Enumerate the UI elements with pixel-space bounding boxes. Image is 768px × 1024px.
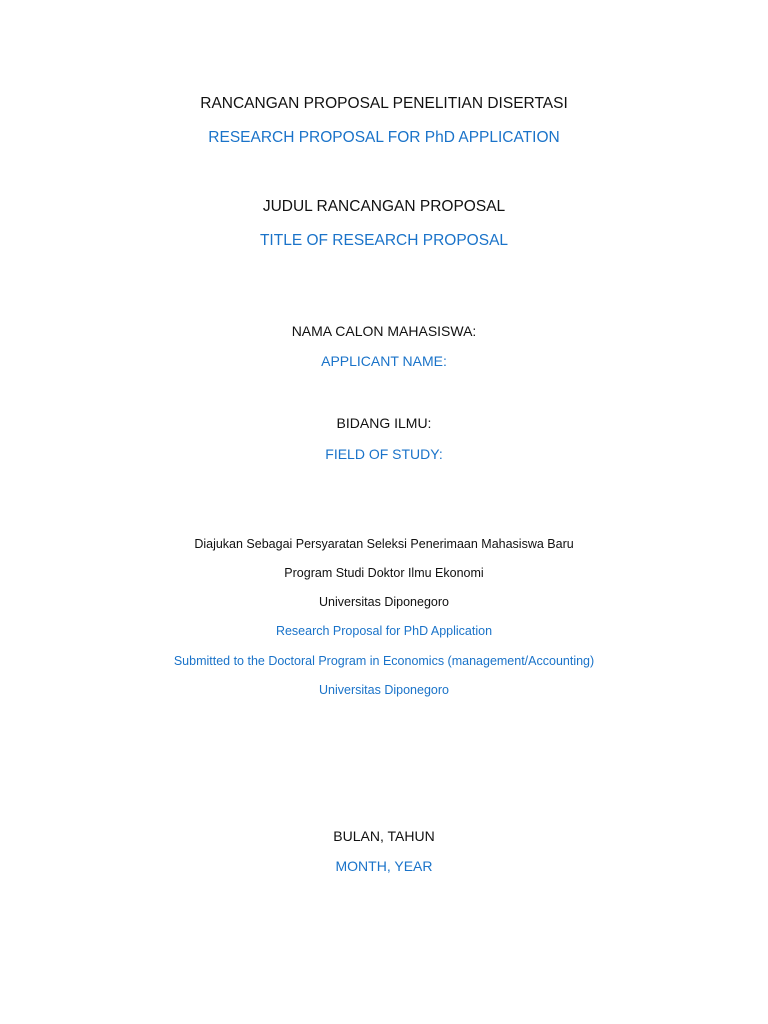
title-english: RESEARCH PROPOSAL FOR PhD APPLICATION	[208, 129, 560, 146]
applicant-label-indonesian: NAMA CALON MAHASISWA:	[291, 323, 477, 339]
applicant-label-english: APPLICANT NAME:	[321, 353, 447, 369]
submission-english-line-3: Universitas Diponegoro	[319, 683, 449, 697]
field-label-indonesian: BIDANG ILMU:	[336, 415, 432, 431]
proposal-title-label-indonesian: JUDUL RANCANGAN PROPOSAL	[262, 198, 506, 215]
submission-line-2: Program Studi Doktor Ilmu Ekonomi	[284, 566, 484, 580]
date-label-english: MONTH, YEAR	[335, 858, 433, 874]
submission-line-1: Diajukan Sebagai Persyaratan Seleksi Penerimaan Mahasiswa Baru	[194, 537, 574, 551]
field-label-english: FIELD OF STUDY:	[325, 446, 443, 462]
submission-english-line-2: Submitted to the Doctoral Program in Economics (management/Accounting)	[173, 654, 595, 668]
title-indonesian: RANCANGAN PROPOSAL PENELITIAN DISERTASI	[200, 95, 568, 112]
date-label-indonesian: BULAN, TAHUN	[333, 828, 435, 844]
proposal-title-label-english: TITLE OF RESEARCH PROPOSAL	[259, 232, 509, 249]
submission-line-3: Universitas Diponegoro	[319, 595, 449, 609]
submission-english-line-1: Research Proposal for PhD Application	[275, 624, 493, 638]
